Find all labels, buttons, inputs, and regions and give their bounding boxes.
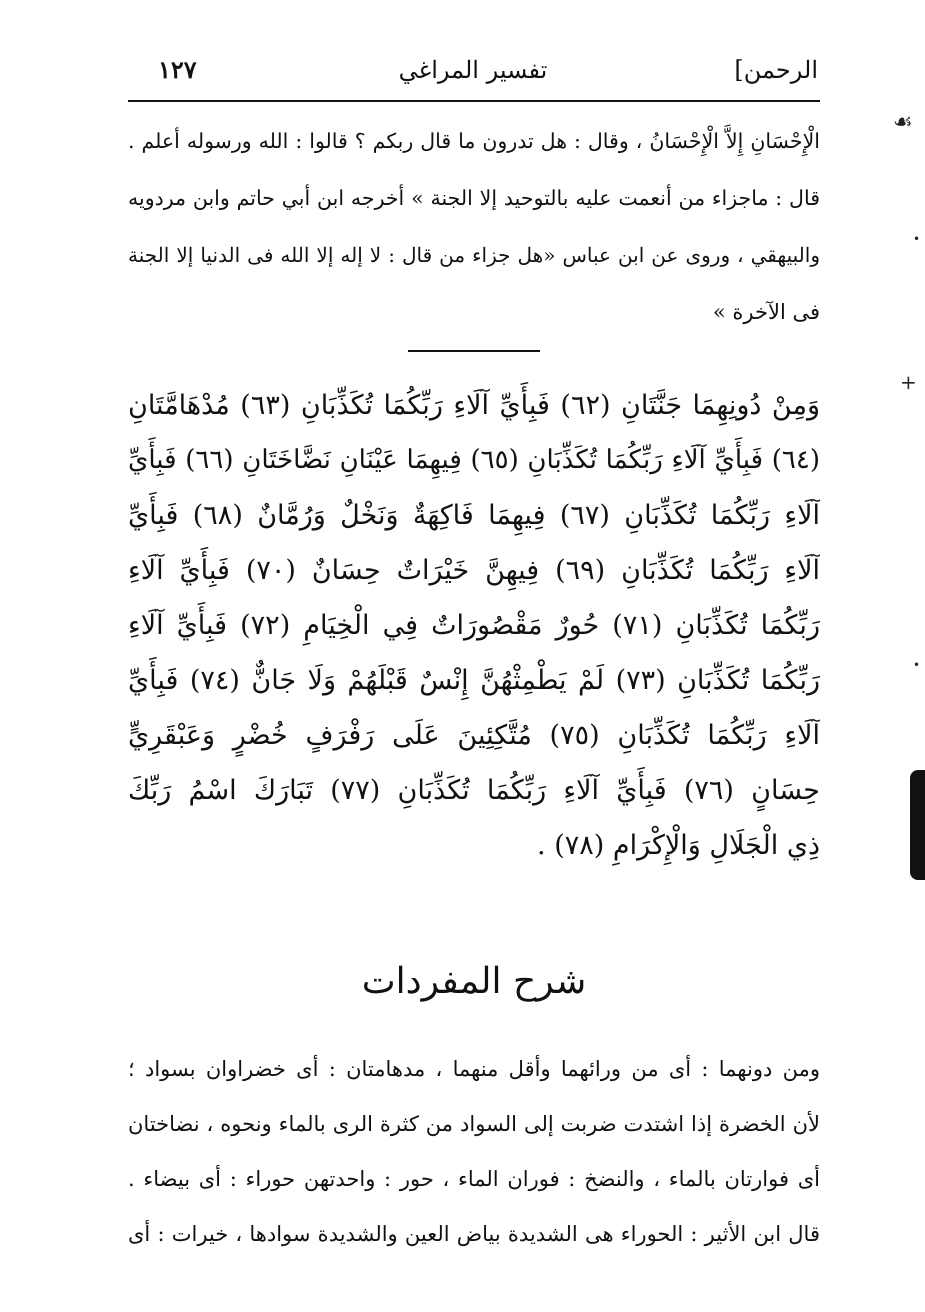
margin-plus-icon: + xyxy=(900,370,917,394)
paragraph-line: قال ابن الأثير : الحوراء هى الشديدة بياض العين والشديدة سوادها ، خيرات : أى xyxy=(128,1222,820,1246)
verse-line: (٦٤) فَبِأَيِّ آلَاءِ رَبِّكُمَا تُكَذِّبَانِ (٦٥) فِيهِمَا عَيْنَانِ نَضَّاخَتَانِ (٦٦) فَبِأَيِّ xyxy=(128,445,820,475)
verse-line: ذِي الْجَلَالِ وَالْإِكْرَامِ (٧٨) . xyxy=(537,830,820,861)
margin-dot-icon: • xyxy=(913,232,921,246)
quran-verses xyxy=(128,378,820,873)
book-title: تفسير المراغي xyxy=(398,56,548,84)
paragraph-line: قال : ماجزاء من أنعمت عليه بالتوحيد إلا الجنة » أخرجه ابن أبي حاتم وابن مردويه xyxy=(128,186,820,210)
ink-blot-icon: ☙ xyxy=(893,110,913,135)
verse-line: رَبِّكُمَا تُكَذِّبَانِ (٧٣) لَمْ يَطْمِثْهُنَّ إِنْسٌ قَبْلَهُمْ وَلَا جَانٌّ (٧٤) فَبِأَيِّ xyxy=(128,665,820,696)
margin-dot-icon: • xyxy=(913,658,921,672)
paragraph-line: أى فوارتان بالماء ، والنضخ : فوران الماء ، حور : واحدتهن حوراء : أى بيضاء . xyxy=(128,1167,820,1191)
vocabulary-paragraph xyxy=(128,1042,820,1262)
section-divider xyxy=(408,350,540,352)
header-rule xyxy=(128,100,820,102)
verse-line: وَمِنْ دُونِهِمَا جَنَّتَانِ (٦٢) فَبِأَيِّ آلَاءِ رَبِّكُمَا تُكَذِّبَانِ (٦٣) مُدْهَامَّتَانِ xyxy=(128,390,820,421)
surah-label: الرحمن] xyxy=(734,56,818,84)
paragraph-line: والبيهقي ، وروى عن ابن عباس «هل جزاء من قال : لا إله إلا الله فى الدنيا إلا الجنة xyxy=(128,243,820,267)
verse-line: آلَاءِ رَبِّكُمَا تُكَذِّبَانِ (٦٩) فِيهِنَّ خَيْرَاتٌ حِسَانٌ (٧٠) فَبِأَيِّ آلَاءِ xyxy=(128,555,820,586)
paragraph-line: لأن الخضرة إذا اشتدت ضربت إلى السواد من كثرة الرى بالماء ونحوه ، نضاختان xyxy=(128,1112,820,1136)
section-heading: شرح المفردات xyxy=(361,961,587,1002)
verse-line: رَبِّكُمَا تُكَذِّبَانِ (٧١) حُورٌ مَقْصُورَاتٌ فِي الْخِيَامِ (٧٢) فَبِأَيِّ آلَاءِ xyxy=(128,610,820,641)
verse-line: آلَاءِ رَبِّكُمَا تُكَذِّبَانِ (٧٥) مُتَّكِئِينَ عَلَى رَفْرَفٍ خُضْرٍ وَعَبْقَرِيٍّ xyxy=(128,720,820,751)
page-number: ١٢٧ xyxy=(158,55,197,84)
paragraph-line: الْإِحْسَانِ إِلاَّ الْإِحْسَانُ ، وقال : هل تدرون ما قال ربكم ؟ قالوا : الله ورسوله أعلم . xyxy=(128,129,820,153)
verse-line: حِسَانٍ (٧٦) فَبِأَيِّ آلَاءِ رَبِّكُمَا تُكَذِّبَانِ (٧٧) تَبَارَكَ اسْمُ رَبِّكَ xyxy=(128,775,820,806)
verse-line: آلَاءِ رَبِّكُمَا تُكَذِّبَانِ (٦٧) فِيهِمَا فَاكِهَةٌ وَنَخْلٌ وَرُمَّانٌ (٦٨) فَبِأَيِّ xyxy=(128,500,820,531)
paragraph-line: ومن دونهما : أى من ورائهما وأقل منهما ، مدهامتان : أى خضراوان بسواد ؛ xyxy=(128,1057,820,1081)
running-header xyxy=(128,50,818,90)
paragraph-line: فى الآخرة » xyxy=(712,300,820,324)
scan-edge-shadow xyxy=(910,770,925,880)
hadith-paragraph xyxy=(128,113,820,341)
